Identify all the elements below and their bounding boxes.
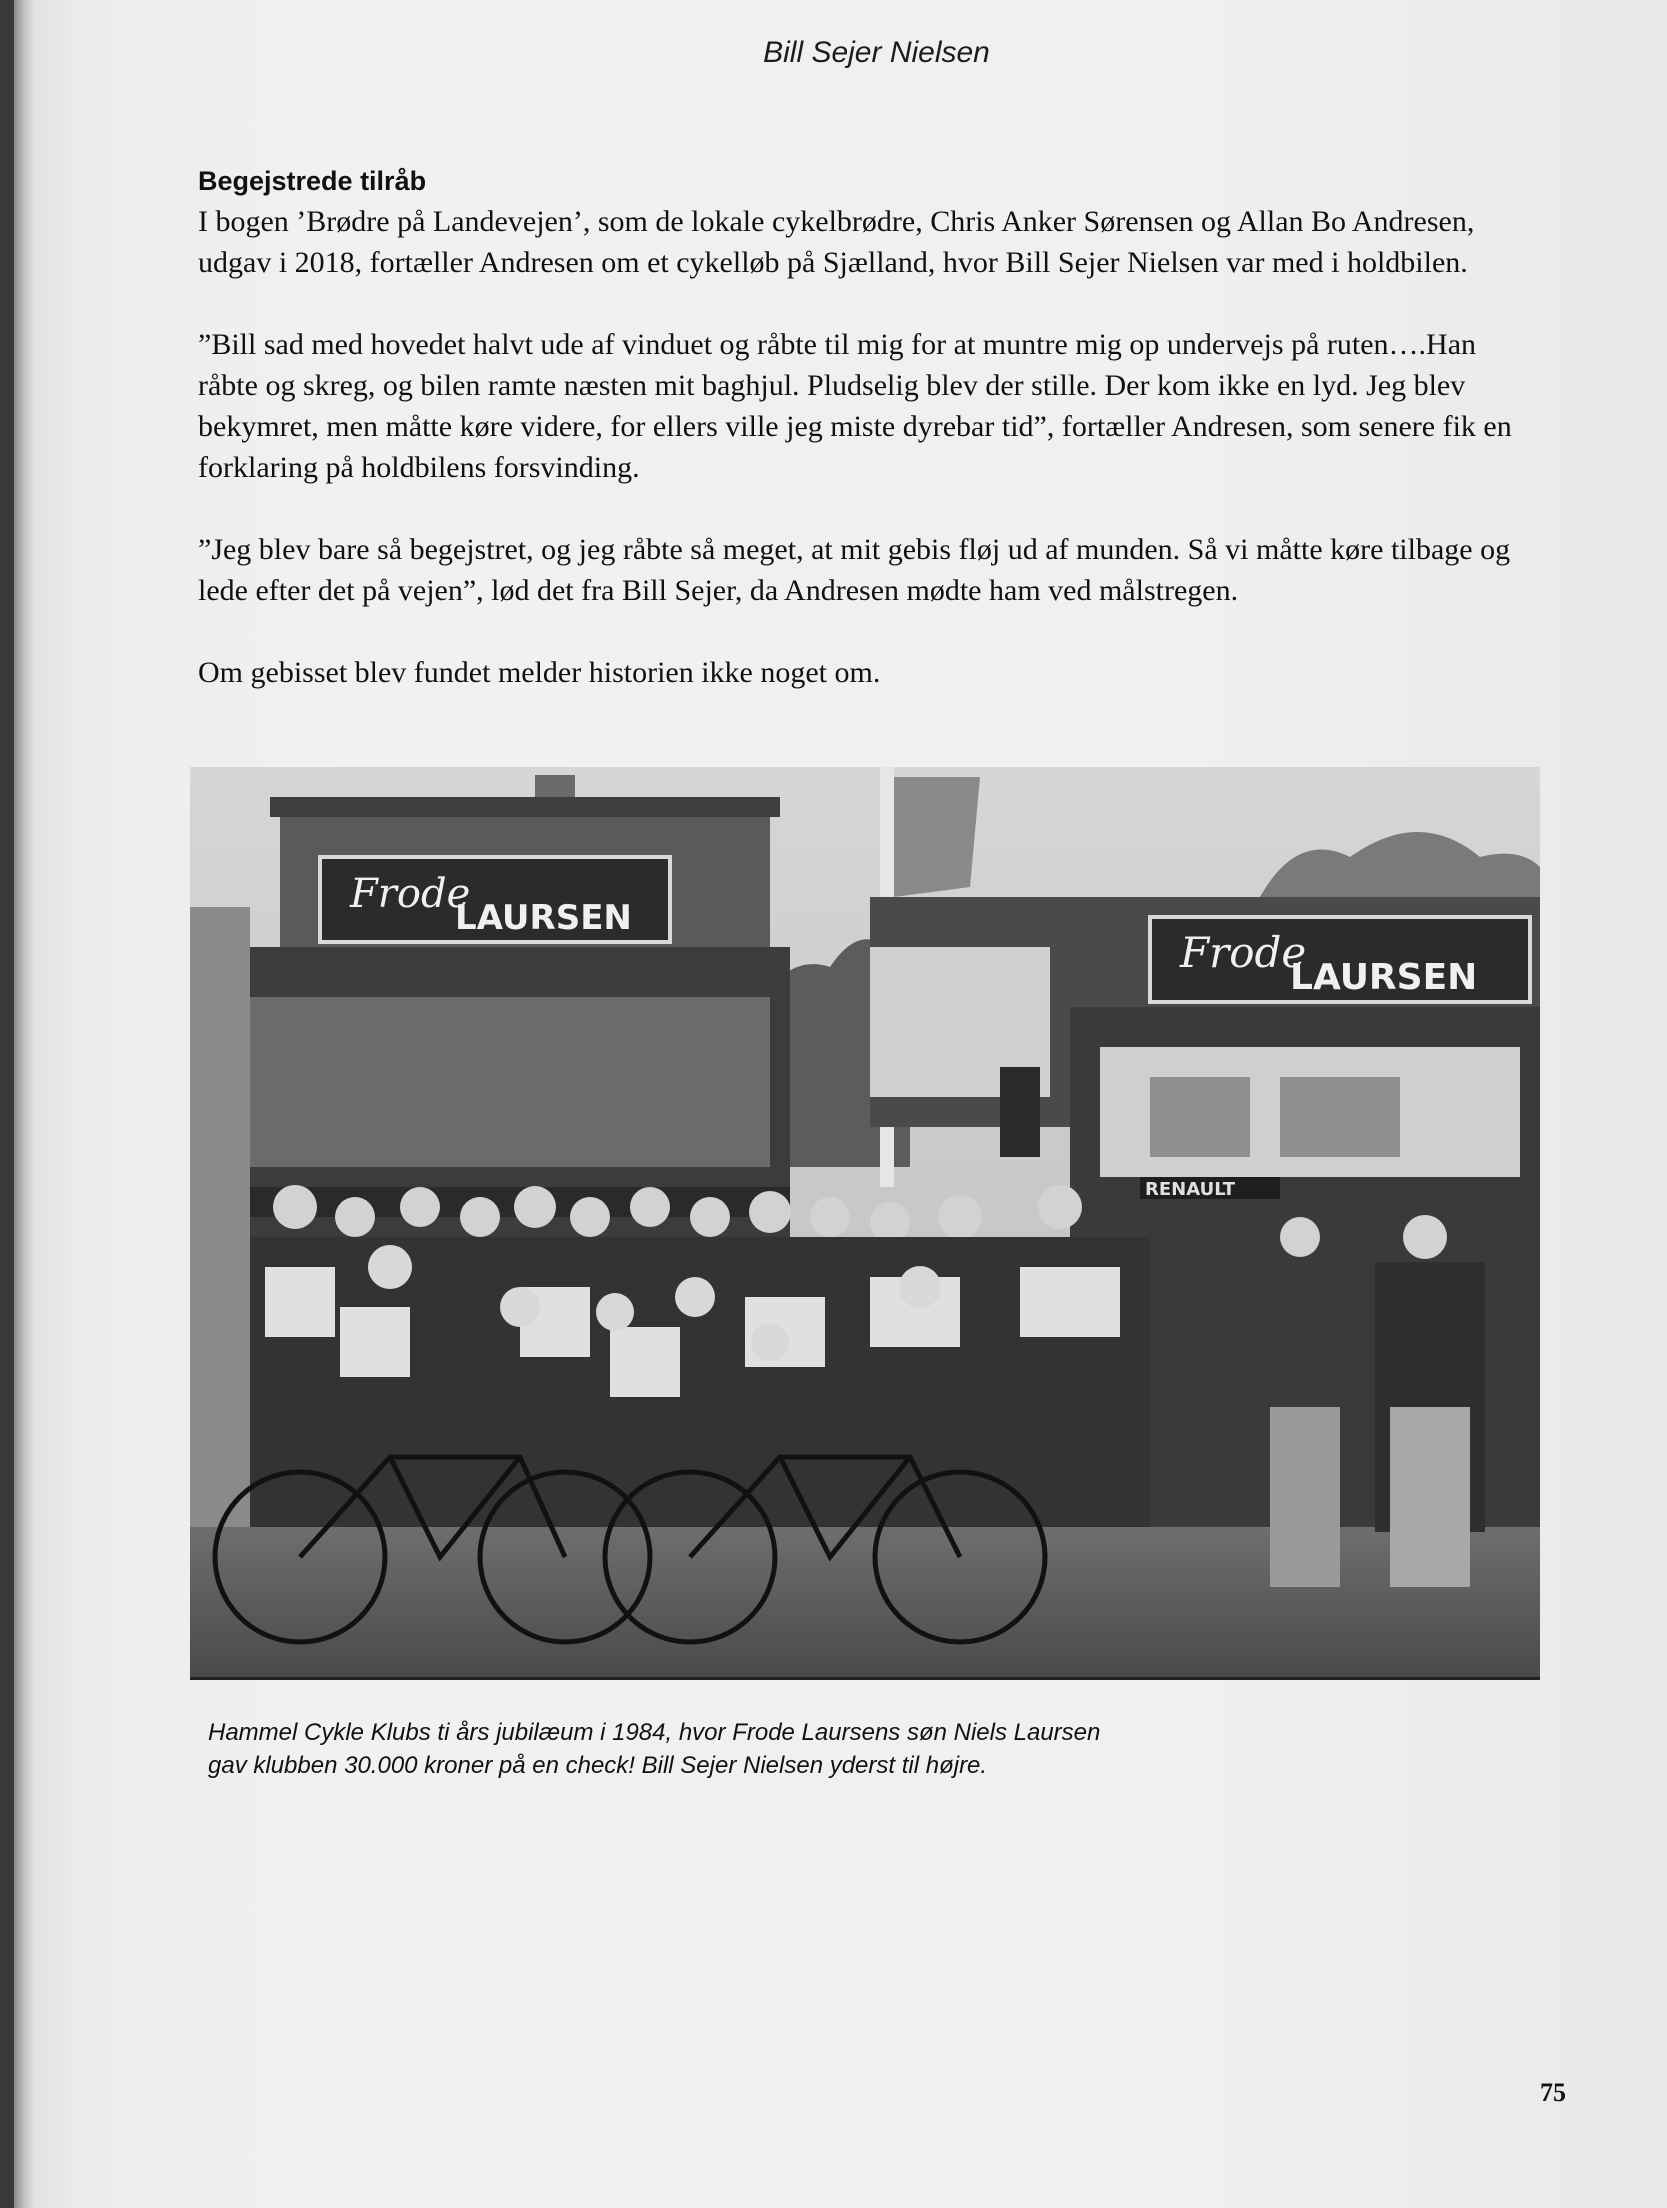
paragraph-2: ”Bill sad med hovedet halvt ude af vinduet og råbte til mig for at muntre mig op undervejs på ruten….Han råbte og skreg, og bilen ramte næsten mit baghjul. Pludselig blev der stille. Der kom ikke en lyd. Jeg blev bekymret, men måtte køre videre, for ellers ville jeg miste dyrebar tid”, fortæller Andresen, som senere fik en forklaring på holdbilens forsvinding.: [198, 328, 1512, 484]
paragraph-4: Om gebisset blev fundet melder historien ikke noget om.: [198, 656, 881, 689]
right-truck-brand: RENAULT: [1145, 1179, 1235, 1200]
right-sign-word: LAURSEN: [1290, 957, 1478, 998]
cycling-team-group: [250, 1185, 1485, 1587]
paragraph-3: ”Jeg blev bare så begejstret, og jeg råbte så meget, at mit gebis fløj ud af munden. Så vi måtte køre tilbage og lede efter det på vejen”, lød det fra Bill Sejer, da Andresen mødte ham ved målstregen.: [198, 533, 1511, 607]
photo-caption: [208, 1716, 1508, 1782]
page-number: 75: [1540, 2078, 1566, 2107]
article: [184, 158, 1554, 734]
team-photograph: [190, 767, 1540, 1680]
left-sign-script: Frode: [350, 871, 471, 917]
right-sign-script: Frode: [1180, 928, 1307, 977]
left-sign-word: LAURSEN: [455, 898, 632, 938]
running-header: Bill Sejer Nielsen: [763, 36, 990, 69]
caption-line-2: gav klubben 30.000 kroner på en check! Bill Sejer Nielsen yderst til højre.: [208, 1752, 988, 1779]
binding-shadow: [14, 0, 34, 2208]
photo-illustration: [190, 767, 1540, 1677]
paragraph-1: I bogen ’Brødre på Landevejen’, som de lokale cykelbrødre, Chris Anker Sørensen og Allan Bo Andresen, udgav i 2018, fortæller Andresen om et cykelløb på Sjælland, hvor Bill Sejer Nielsen var med i holdbilen.: [198, 205, 1475, 279]
caption-line-1: Hammel Cykle Klubs ti års jubilæum i 1984, hvor Frode Laursens søn Niels Laursen: [208, 1719, 1101, 1746]
section-heading: Begejstrede tilråb: [198, 166, 427, 196]
